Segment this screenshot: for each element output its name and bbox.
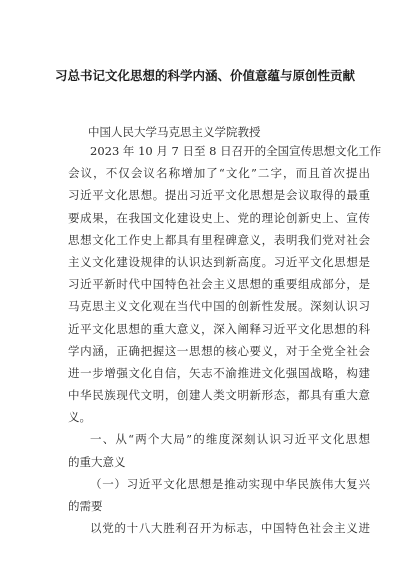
text-line: 以党的十八大胜利召开为标志，中国特色社会主义进 (90, 521, 370, 536)
text-line: 马克思主义文化观在当代中国的创新性发展。深刻认识习 (68, 299, 370, 314)
text-line: 的重大意义 (68, 454, 126, 469)
text-line: 一、从“两个大局”的维度深刻认识习近平文化思想 (90, 432, 370, 447)
text-line: 学内涵，正确把握这一思想的核心要义，对于全党全社会 (68, 343, 370, 358)
text-line: （一）习近平文化思想是推动实现中华民族伟大复兴 (90, 476, 370, 491)
author-affiliation: 中国人民大学马克思主义学院教授 (88, 125, 261, 139)
text-line: 主义文化建设规律的认识达到新高度。习近平文化思想是 (68, 254, 370, 269)
text-line: 习近平文化思想。提出习近平文化思想是会议取得的最重 (68, 188, 370, 203)
text-line: 义。 (68, 410, 91, 425)
text-line: 中华民族现代文明，创建人类文明新形态，都具有重大意 (68, 388, 370, 403)
document-title: 习总书记文化思想的科学内涵、价值意蕴与原创性贡献 (54, 68, 355, 83)
text-line: 2023 年 10 月 7 日至 8 日召开的全国宣传思想文化工作 (90, 144, 382, 158)
text-line: 习近平新时代中国特色社会主义思想的重要组成部分，是 (68, 277, 370, 292)
text-line: 近平文化思想的重大意义，深入阐释习近平文化思想的科 (68, 321, 370, 336)
text-line: 思想文化工作史上都具有里程碑意义，表明我们党对社会 (68, 232, 370, 247)
text-line: 进一步增强文化自信，矢志不渝推进文化强国战略，构建 (68, 365, 370, 380)
body-text (68, 140, 382, 539)
text-line: 要成果，在我国文化建设史上、党的理论创新史上、宣传 (68, 210, 370, 225)
text-line: 会议，不仅会议名称增加了“文化”二字，而且首次提出 (68, 166, 370, 181)
text-line: 的需要 (68, 499, 103, 513)
